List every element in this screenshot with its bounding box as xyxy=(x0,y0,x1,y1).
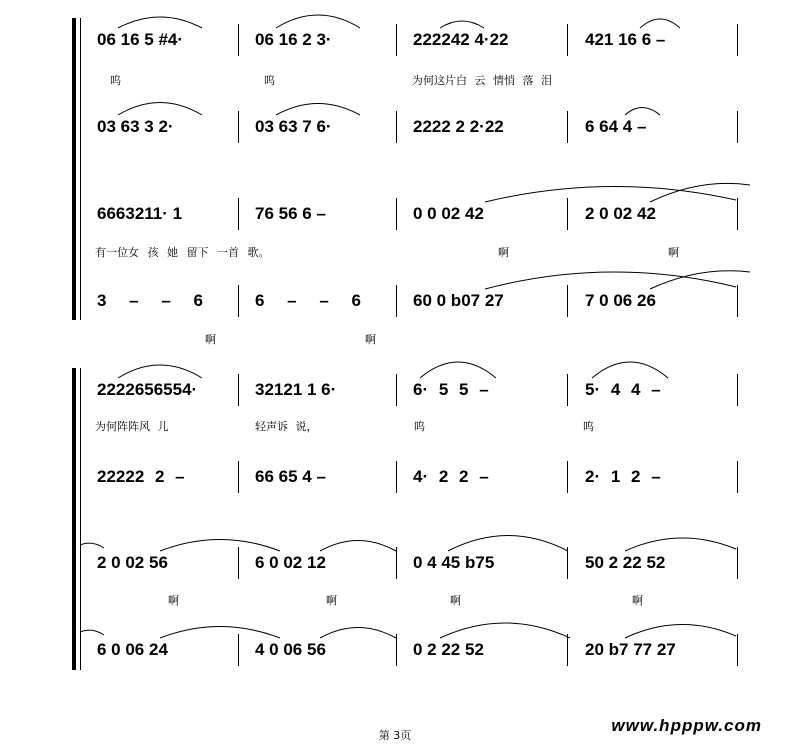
slur xyxy=(440,21,484,28)
lyric: 有一位女 孩 她 留下 一首 歌。 xyxy=(95,246,270,259)
slur xyxy=(80,630,104,635)
lyric: 呜 xyxy=(110,74,121,87)
lyric: 轻声诉 说， xyxy=(255,420,318,433)
system-bracket xyxy=(72,18,76,320)
slur xyxy=(118,17,202,28)
site-watermark[interactable]: www.hpppw.com xyxy=(611,716,762,735)
measure: 2222 2 2·22 xyxy=(413,117,504,136)
lyric: 啊 xyxy=(498,246,509,259)
slur xyxy=(80,543,104,548)
slur xyxy=(625,538,736,551)
slur xyxy=(420,362,496,378)
measure: 6 0 06 24 xyxy=(97,640,168,659)
measure: 4· 2 2 – xyxy=(413,467,489,486)
lyric: 呜 xyxy=(583,420,594,433)
barline xyxy=(737,634,738,666)
barline xyxy=(737,111,738,143)
barline xyxy=(238,374,239,406)
lyric: 啊 xyxy=(450,594,461,607)
page-number: 第 3页 xyxy=(378,729,412,742)
slur xyxy=(440,623,570,638)
measure: 421 16 6 – xyxy=(585,30,666,49)
measure: 22222 2 – xyxy=(97,467,185,486)
lyric: 啊 xyxy=(205,333,216,346)
lyric: 为何阵阵风 儿 xyxy=(95,420,169,433)
measure: 0 0 02 42 xyxy=(413,204,484,223)
barline xyxy=(737,198,738,230)
system-bracket xyxy=(72,368,76,670)
barline xyxy=(737,547,738,579)
lyric: 啊 xyxy=(632,594,643,607)
barline xyxy=(238,547,239,579)
barline xyxy=(396,285,397,317)
barline xyxy=(567,547,568,579)
slur xyxy=(650,183,750,202)
barline xyxy=(567,198,568,230)
slur xyxy=(650,271,750,289)
measure: 7 0 06 26 xyxy=(585,291,656,310)
barline xyxy=(567,24,568,56)
measure: 60 0 b07 27 xyxy=(413,291,504,310)
barline xyxy=(238,285,239,317)
barline xyxy=(396,634,397,666)
barline xyxy=(238,461,239,493)
barline xyxy=(567,461,568,493)
lyric: 为何这片白 云 情悄 落 泪 xyxy=(412,74,552,87)
barline xyxy=(396,374,397,406)
barline xyxy=(396,24,397,56)
measure: 03 63 7 6· xyxy=(255,117,332,136)
barline xyxy=(737,24,738,56)
slur xyxy=(320,541,396,552)
lyric: 啊 xyxy=(365,333,376,346)
slur xyxy=(118,103,202,116)
barline xyxy=(238,198,239,230)
measure: 3 – – 6 xyxy=(97,291,203,310)
measure: 2222656554· xyxy=(97,380,198,399)
lyric: 啊 xyxy=(168,594,179,607)
lyric: 啊 xyxy=(668,246,679,259)
barline xyxy=(567,374,568,406)
barline xyxy=(396,111,397,143)
barline xyxy=(567,111,568,143)
system-bracket-line xyxy=(80,18,81,320)
slur xyxy=(276,15,360,28)
barline xyxy=(737,285,738,317)
barline xyxy=(238,24,239,56)
barline xyxy=(567,634,568,666)
measure: 222242 4·22 xyxy=(413,30,509,49)
slur xyxy=(320,628,396,639)
slur xyxy=(160,627,280,639)
measure: 06 16 5 #4· xyxy=(97,30,184,49)
slur xyxy=(625,624,736,638)
measure: 06 16 2 3· xyxy=(255,30,332,49)
measure: 20 b7 77 27 xyxy=(585,640,676,659)
measure: 2 0 02 42 xyxy=(585,204,656,223)
measure: 2 0 02 56 xyxy=(97,553,168,572)
measure: 76 56 6 – xyxy=(255,204,326,223)
measure: 4 0 06 56 xyxy=(255,640,326,659)
barline xyxy=(567,285,568,317)
lyric: 呜 xyxy=(264,74,275,87)
measure: 6 64 4 – xyxy=(585,117,647,136)
measure: 0 2 22 52 xyxy=(413,640,484,659)
measure: 6663211· 1 xyxy=(97,204,183,223)
measure: 03 63 3 2· xyxy=(97,117,174,136)
slur xyxy=(640,19,680,28)
slur xyxy=(485,272,736,289)
slur xyxy=(592,362,668,378)
barline xyxy=(396,198,397,230)
measure: 0 4 45 b75 xyxy=(413,553,495,572)
measure: 50 2 22 52 xyxy=(585,553,666,572)
measure: 6· 5 5 – xyxy=(413,380,489,399)
slur xyxy=(448,536,568,552)
measure: 32121 1 6· xyxy=(255,380,337,399)
measure: 5· 4 4 – xyxy=(585,380,661,399)
slur xyxy=(485,186,736,202)
measure: 2· 1 2 – xyxy=(585,467,661,486)
measure: 6 0 02 12 xyxy=(255,553,326,572)
system-bracket-line xyxy=(80,368,81,670)
slur xyxy=(118,365,202,378)
slur xyxy=(276,104,360,116)
barline xyxy=(238,634,239,666)
measure: 6 – – 6 xyxy=(255,291,361,310)
barline xyxy=(396,461,397,493)
slur xyxy=(625,108,660,116)
slur xyxy=(160,540,280,552)
lyric: 啊 xyxy=(326,594,337,607)
barline xyxy=(737,461,738,493)
barline xyxy=(396,547,397,579)
lyric: 呜 xyxy=(414,420,425,433)
barline xyxy=(737,374,738,406)
measure: 66 65 4 – xyxy=(255,467,326,486)
barline xyxy=(238,111,239,143)
